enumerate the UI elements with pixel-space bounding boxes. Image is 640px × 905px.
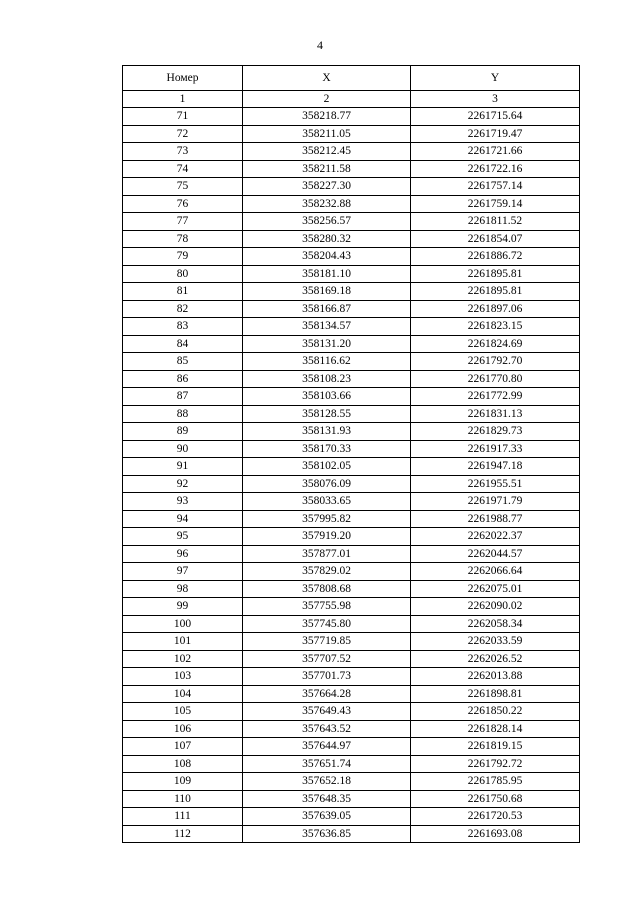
cell-y: 2261895.81 (411, 265, 580, 283)
cell-y: 2261823.15 (411, 318, 580, 336)
cell-x: 357648.35 (243, 790, 411, 808)
cell-x: 358256.57 (243, 213, 411, 231)
table-row (123, 300, 580, 318)
cell-x: 357877.01 (243, 545, 411, 563)
cell-y: 2262033.59 (411, 633, 580, 651)
cell-y: 2261757.14 (411, 178, 580, 196)
cell-y: 2261895.81 (411, 283, 580, 301)
cell-y: 2261792.70 (411, 353, 580, 371)
table-row (123, 493, 580, 511)
cell-x: 358116.62 (243, 353, 411, 371)
cell-y: 2261693.08 (411, 825, 580, 843)
table-row (123, 668, 580, 686)
table-row (123, 738, 580, 756)
cell-y: 2261897.06 (411, 300, 580, 318)
cell-y: 2261971.79 (411, 493, 580, 511)
cell-x: 357651.74 (243, 755, 411, 773)
cell-number: 100 (123, 615, 243, 633)
cell-number: 106 (123, 720, 243, 738)
cell-x: 358131.20 (243, 335, 411, 353)
header-row (123, 66, 580, 91)
table-header (123, 66, 580, 108)
cell-x: 358134.57 (243, 318, 411, 336)
table-row (123, 633, 580, 651)
cell-number: 97 (123, 563, 243, 581)
table-row (123, 720, 580, 738)
cell-y: 2261988.77 (411, 510, 580, 528)
cell-number: 71 (123, 108, 243, 126)
cell-y: 2261772.99 (411, 388, 580, 406)
cell-x: 358076.09 (243, 475, 411, 493)
cell-number: 109 (123, 773, 243, 791)
cell-x: 358128.55 (243, 405, 411, 423)
cell-x: 358131.93 (243, 423, 411, 441)
cell-x: 358232.88 (243, 195, 411, 213)
cell-x: 358181.10 (243, 265, 411, 283)
cell-x: 357919.20 (243, 528, 411, 546)
table-row (123, 353, 580, 371)
cell-y: 2261947.18 (411, 458, 580, 476)
cell-y: 2261722.16 (411, 160, 580, 178)
cell-y: 2261831.13 (411, 405, 580, 423)
table-row (123, 178, 580, 196)
cell-x: 358166.87 (243, 300, 411, 318)
cell-x: 358211.05 (243, 125, 411, 143)
cell-number: 92 (123, 475, 243, 493)
cell-y: 2261759.14 (411, 195, 580, 213)
cell-number: 104 (123, 685, 243, 703)
cell-x: 357643.52 (243, 720, 411, 738)
cell-number: 96 (123, 545, 243, 563)
table-row (123, 528, 580, 546)
table-row (123, 650, 580, 668)
table-row (123, 125, 580, 143)
cell-x: 358169.18 (243, 283, 411, 301)
table-row (123, 265, 580, 283)
cell-number: 108 (123, 755, 243, 773)
cell-x: 357649.43 (243, 703, 411, 721)
table-row (123, 790, 580, 808)
cell-x: 357995.82 (243, 510, 411, 528)
column-index-row (123, 91, 580, 108)
cell-x: 357707.52 (243, 650, 411, 668)
cell-number: 103 (123, 668, 243, 686)
table-row (123, 755, 580, 773)
coordinates-table (122, 65, 580, 843)
cell-y: 2261721.66 (411, 143, 580, 161)
cell-x: 358212.45 (243, 143, 411, 161)
cell-x: 358227.30 (243, 178, 411, 196)
column-index-cell: 3 (411, 91, 580, 108)
table-row (123, 388, 580, 406)
table-row (123, 248, 580, 266)
table-row (123, 685, 580, 703)
cell-x: 358033.65 (243, 493, 411, 511)
cell-y: 2261811.52 (411, 213, 580, 231)
cell-number: 110 (123, 790, 243, 808)
table-row (123, 160, 580, 178)
cell-y: 2261955.51 (411, 475, 580, 493)
cell-y: 2261898.81 (411, 685, 580, 703)
table-row (123, 703, 580, 721)
table-row (123, 440, 580, 458)
cell-y: 2261828.14 (411, 720, 580, 738)
cell-x: 357639.05 (243, 808, 411, 826)
cell-x: 358204.43 (243, 248, 411, 266)
cell-number: 72 (123, 125, 243, 143)
cell-number: 77 (123, 213, 243, 231)
cell-x: 357719.85 (243, 633, 411, 651)
header-number: Номер (123, 66, 243, 91)
cell-x: 358170.33 (243, 440, 411, 458)
table-row (123, 230, 580, 248)
cell-number: 107 (123, 738, 243, 756)
cell-number: 76 (123, 195, 243, 213)
cell-x: 358103.66 (243, 388, 411, 406)
cell-x: 358218.77 (243, 108, 411, 126)
cell-number: 75 (123, 178, 243, 196)
cell-y: 2262022.37 (411, 528, 580, 546)
cell-number: 74 (123, 160, 243, 178)
cell-y: 2261917.33 (411, 440, 580, 458)
cell-y: 2261750.68 (411, 790, 580, 808)
table-row (123, 563, 580, 581)
cell-number: 111 (123, 808, 243, 826)
cell-number: 73 (123, 143, 243, 161)
table-row (123, 545, 580, 563)
cell-number: 80 (123, 265, 243, 283)
cell-y: 2261829.73 (411, 423, 580, 441)
cell-number: 98 (123, 580, 243, 598)
page-number: 4 (317, 38, 323, 52)
cell-y: 2262013.88 (411, 668, 580, 686)
cell-number: 84 (123, 335, 243, 353)
cell-x: 357652.18 (243, 773, 411, 791)
table-row (123, 615, 580, 633)
cell-number: 91 (123, 458, 243, 476)
column-index-cell: 2 (243, 91, 411, 108)
table-row (123, 143, 580, 161)
cell-number: 82 (123, 300, 243, 318)
cell-y: 2261720.53 (411, 808, 580, 826)
table-row (123, 108, 580, 126)
cell-y: 2261785.95 (411, 773, 580, 791)
cell-number: 78 (123, 230, 243, 248)
table-row (123, 598, 580, 616)
cell-y: 2262066.64 (411, 563, 580, 581)
table-row (123, 773, 580, 791)
column-index-cell: 1 (123, 91, 243, 108)
cell-number: 105 (123, 703, 243, 721)
cell-x: 358280.32 (243, 230, 411, 248)
cell-number: 88 (123, 405, 243, 423)
cell-number: 94 (123, 510, 243, 528)
cell-y: 2261770.80 (411, 370, 580, 388)
cell-number: 86 (123, 370, 243, 388)
cell-number: 101 (123, 633, 243, 651)
cell-y: 2261792.72 (411, 755, 580, 773)
table-row (123, 458, 580, 476)
table-row (123, 510, 580, 528)
table-row (123, 580, 580, 598)
cell-x: 358108.23 (243, 370, 411, 388)
cell-x: 357745.80 (243, 615, 411, 633)
cell-number: 89 (123, 423, 243, 441)
cell-y: 2261854.07 (411, 230, 580, 248)
table-row (123, 475, 580, 493)
cell-x: 357664.28 (243, 685, 411, 703)
cell-y: 2262075.01 (411, 580, 580, 598)
table-row (123, 318, 580, 336)
cell-y: 2261819.15 (411, 738, 580, 756)
table-row (123, 283, 580, 301)
header-x: X (243, 66, 411, 91)
cell-number: 83 (123, 318, 243, 336)
cell-number: 102 (123, 650, 243, 668)
cell-y: 2262090.02 (411, 598, 580, 616)
cell-number: 81 (123, 283, 243, 301)
cell-x: 358102.05 (243, 458, 411, 476)
cell-number: 85 (123, 353, 243, 371)
cell-y: 2261886.72 (411, 248, 580, 266)
table-row (123, 335, 580, 353)
table-row (123, 825, 580, 843)
table-row (123, 808, 580, 826)
cell-x: 357644.97 (243, 738, 411, 756)
cell-number: 95 (123, 528, 243, 546)
header-y: Y (411, 66, 580, 91)
cell-number: 79 (123, 248, 243, 266)
cell-x: 357636.85 (243, 825, 411, 843)
table-row (123, 405, 580, 423)
cell-y: 2261715.64 (411, 108, 580, 126)
cell-y: 2261824.69 (411, 335, 580, 353)
cell-x: 357829.02 (243, 563, 411, 581)
cell-x: 357701.73 (243, 668, 411, 686)
cell-y: 2262058.34 (411, 615, 580, 633)
cell-x: 358211.58 (243, 160, 411, 178)
cell-y: 2261850.22 (411, 703, 580, 721)
cell-x: 357808.68 (243, 580, 411, 598)
cell-number: 90 (123, 440, 243, 458)
table-row (123, 213, 580, 231)
cell-number: 87 (123, 388, 243, 406)
cell-y: 2262026.52 (411, 650, 580, 668)
cell-number: 93 (123, 493, 243, 511)
cell-number: 99 (123, 598, 243, 616)
cell-y: 2262044.57 (411, 545, 580, 563)
cell-number: 112 (123, 825, 243, 843)
cell-y: 2261719.47 (411, 125, 580, 143)
table-row (123, 370, 580, 388)
table-row (123, 195, 580, 213)
cell-x: 357755.98 (243, 598, 411, 616)
table-row (123, 423, 580, 441)
table-body (123, 108, 580, 843)
